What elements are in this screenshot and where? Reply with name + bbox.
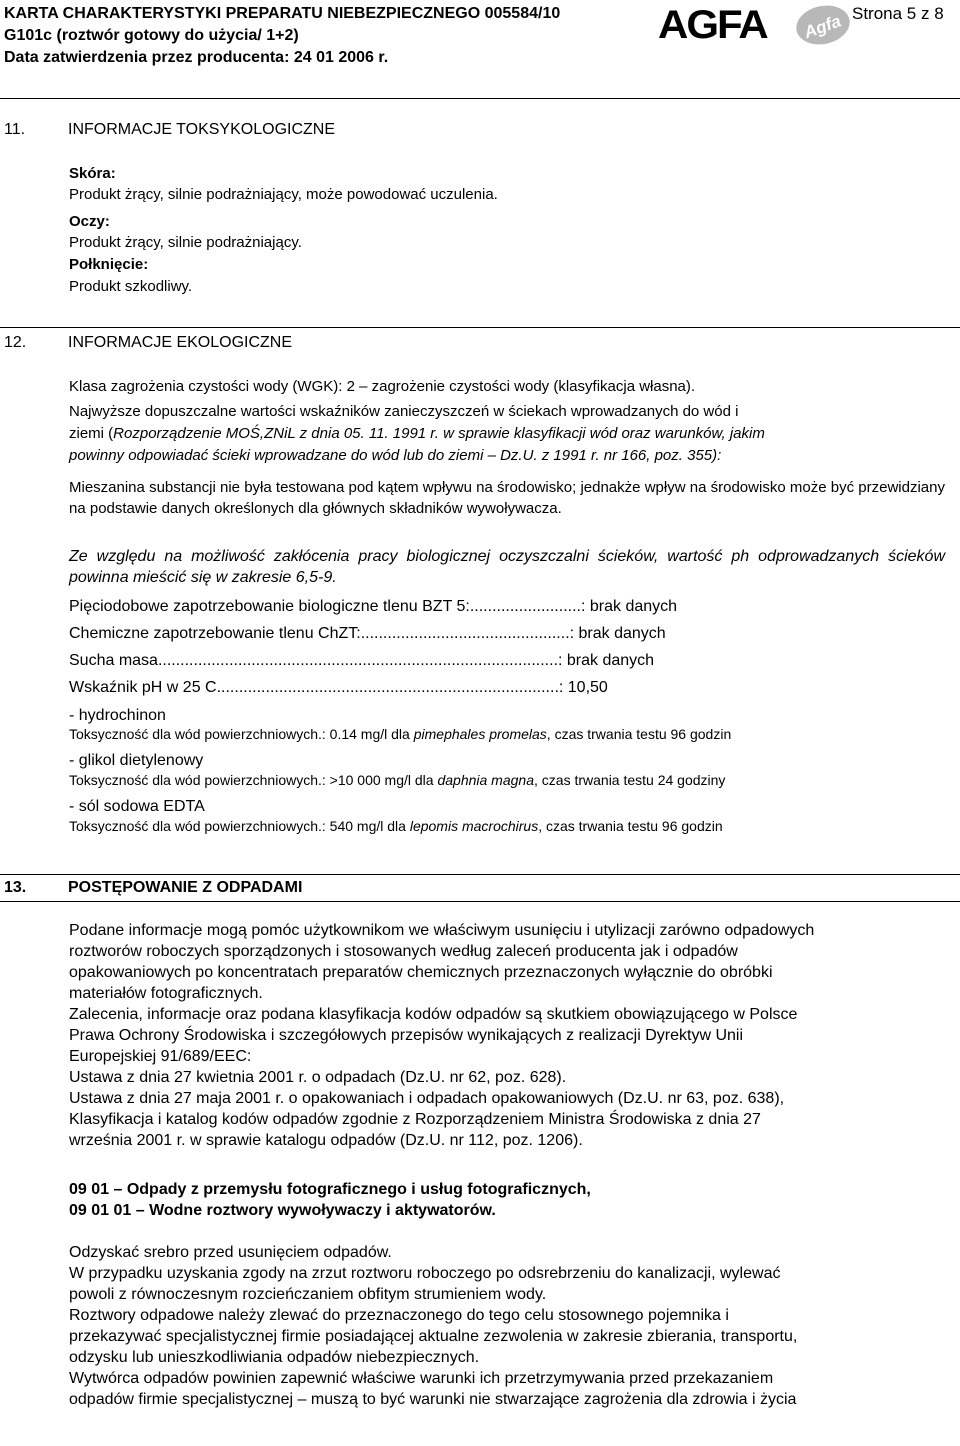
chzt-row: Chemiczne zapotrzebowanie tlenu ChZT:...............................................: brak danych (69, 625, 666, 642)
text-line: W przypadku uzyskania zgody na zrzut roztworu roboczego po odsrebrzeniu do kanalizacji, wylewać (69, 1265, 781, 1282)
text-line: Europejskiej 91/689/EEC: (69, 1048, 252, 1065)
ph-note: Ze względu na możliwość zakłócenia pracy biologicznej oczyszczalni ścieków, wartość ph odprowadzanych ścieków powinna mieścić się w zakresie 6,5-9. (69, 548, 945, 586)
skin-text: Produkt żrący, silnie podrażniający, może powodować uczulenia. (69, 186, 498, 203)
species-name: daphnia magna (437, 772, 534, 788)
text-line: Odzyskać srebro przed usunięciem odpadów. (69, 1244, 392, 1261)
test-duration: , czas trwania testu 96 godzin (546, 726, 732, 742)
substance-3-name: - sól sodowa EDTA (69, 798, 205, 815)
test-duration: , czas trwania testu 96 godzin (538, 818, 723, 834)
section-number: 11. (4, 121, 26, 138)
section-title: INFORMACJE EKOLOGICZNE (68, 334, 293, 351)
divider (0, 901, 960, 902)
section-number: 12. (4, 334, 27, 351)
text-line: powoli z równoczesnym rozcieńczaniem obfitym strumieniem wody. (69, 1286, 547, 1303)
text-line: Podane informacje mogą pomóc użytkownikom we właściwym usunięciu i utylizacji zarówno odpadowych (69, 922, 815, 939)
section-11-heading (4, 121, 335, 139)
toxicity-prefix: Toksyczność dla wód powierzchniowych.: 540 mg/l dla (69, 818, 410, 834)
substance-2-name: - glikol dietylenowy (69, 752, 204, 769)
text-line: odzysku lub unieszkodliwiania odpadów niebezpiecznych. (69, 1349, 480, 1366)
product-name: G101c (roztwór gotowy do użycia/ 1+2) (4, 27, 299, 44)
section-title: POSTĘPOWANIE Z ODPADAMI (68, 879, 303, 896)
section-13-heading (4, 879, 302, 897)
ph-row: Wskaźnik pH w 25 C.............................................................................: 10,50 (69, 679, 608, 696)
text-line: Prawa Ochrony Środowiska i szczegółowych przepisów wynikających z realizacji Dyrektyw Unii (69, 1027, 744, 1044)
limits-line-3: powinny odpowiadać ścieki wprowadzane do wód lub do ziemi – Dz.U. z 1991 r. nr 166, poz. 355): (69, 447, 722, 464)
limits-prefix: ziemi ( (69, 425, 114, 442)
agfa-oval-logo-icon (795, 4, 851, 51)
bzt-row: Pięciodobowe zapotrzebowanie biologiczne tlenu BZT 5:.........................: brak danych (69, 598, 678, 615)
swallow-text: Produkt szkodliwy. (69, 278, 193, 295)
page-number: Strona 5 z 8 (852, 4, 944, 23)
text-line: odpadów firmie specjalistycznej – muszą to być warunki nie stwarzające zagrożenia dla zdrowia i życia (69, 1391, 797, 1408)
test-duration: , czas trwania testu 24 godziny (534, 772, 726, 788)
text-line: Klasyfikacja i katalog kodów odpadów zgodnie z Rozporządzeniem Ministra Środowiska z dnia 27 (69, 1111, 761, 1128)
text-line: roztworów roboczych sporządzonych i stosowanych według zaleceń producenta jak i odpadów (69, 943, 738, 960)
svg-text:AGFA: AGFA (658, 4, 767, 44)
waste-code-1: 09 01 – Odpady z przemysłu fotograficznego i usług fotograficznych, (69, 1181, 591, 1198)
substance-2-toxicity (69, 772, 725, 788)
text-line: przekazywać specjalistycznej firmie posiadającej aktualne zezwolenia w zakresie zbierania, transportu, (69, 1328, 798, 1345)
substance-1-name: - hydrochinon (69, 707, 166, 724)
waste-info-block (69, 920, 949, 1151)
skin-label: Skóra: (69, 165, 116, 182)
document-title: KARTA CHARAKTERYSTYKI PREPARATU NIEBEZPIECZNEGO 005584/10 (4, 5, 561, 22)
divider (0, 874, 960, 875)
mixture-text: Mieszanina substancji nie była testowana pod kątem wpływu na środowisko; jednakże wpływ na środowisko może być przewidziany na podstawie danych określonych dla głównych składników wywoływacza. (69, 479, 945, 517)
waste-code-2: 09 01 01 – Wodne roztwory wywoływaczy i aktywatorów. (69, 1202, 496, 1219)
limits-line-2 (69, 423, 765, 444)
text-line: września 2001 r. w sprawie katalogu odpadów (Dz.U. nr 112, poz. 1206). (69, 1132, 583, 1149)
limits-line-1: Najwyższe dopuszczalne wartości wskaźników zanieczyszczeń w ściekach wprowadzanych do wód i (69, 403, 739, 420)
divider (0, 327, 960, 328)
text-line: materiałów fotograficznych. (69, 985, 263, 1002)
substance-3-toxicity (69, 818, 723, 834)
section-number: 13. (4, 879, 27, 896)
svg-text:Agfa: Agfa (801, 11, 844, 43)
eyes-text: Produkt żrący, silnie podrażniający. (69, 234, 302, 251)
divider (0, 98, 960, 99)
substance-1-toxicity (69, 726, 731, 742)
regulation-ref: Rozporządzenie MOŚ,ZNiL z dnia 05. 11. 1991 r. w sprawie klasyfikacji wód oraz warunków, jakim (113, 425, 765, 442)
disposal-instructions (69, 1242, 949, 1410)
eyes-label: Oczy: (69, 213, 110, 230)
text-line: Ustawa z dnia 27 kwietnia 2001 r. o odpadach (Dz.U. nr 62, poz. 628). (69, 1069, 567, 1086)
swallow-label: Połknięcie: (69, 256, 149, 273)
text-line: opakowaniowych po koncentratach preparatów chemicznych przeznaczonych wyłącznie do obróbki (69, 964, 773, 981)
text-line: Roztwory odpadowe należy zlewać do przeznaczonego do tego celu stosownego pojemnika i (69, 1307, 729, 1324)
dry-mass-row: Sucha masa..........................................................................................: brak danych (69, 652, 655, 669)
text-line: Ustawa z dnia 27 maja 2001 r. o opakowaniach i odpadach opakowaniowych (Dz.U. nr 63, poz. 638), (69, 1090, 785, 1107)
section-title: INFORMACJE TOKSYKOLOGICZNE (68, 121, 336, 138)
species-name: lepomis macrochirus (409, 818, 539, 834)
section-12-heading (4, 334, 292, 352)
text-line: Wytwórca odpadów powinien zapewnić właściwe warunki ich przetrzymywania przed przekazaniem (69, 1370, 774, 1387)
wgk-text: Klasa zagrożenia czystości wody (WGK): 2 – zagrożenie czystości wody (klasyfikacja własna). (69, 378, 696, 395)
species-name: pimephales promelas (413, 726, 547, 742)
approval-date: Data zatwierdzenia przez producenta: 24 01 2006 r. (4, 49, 389, 66)
toxicity-prefix: Toksyczność dla wód powierzchniowych.: >10 000 mg/l dla (69, 772, 438, 788)
toxicity-prefix: Toksyczność dla wód powierzchniowych.: 0.14 mg/l dla (69, 726, 414, 742)
agfa-logo (658, 4, 782, 49)
text-line: Zalecenia, informacje oraz podana klasyfikacja kodów odpadów są skutkiem obowiązującego w Polsce (69, 1006, 798, 1023)
